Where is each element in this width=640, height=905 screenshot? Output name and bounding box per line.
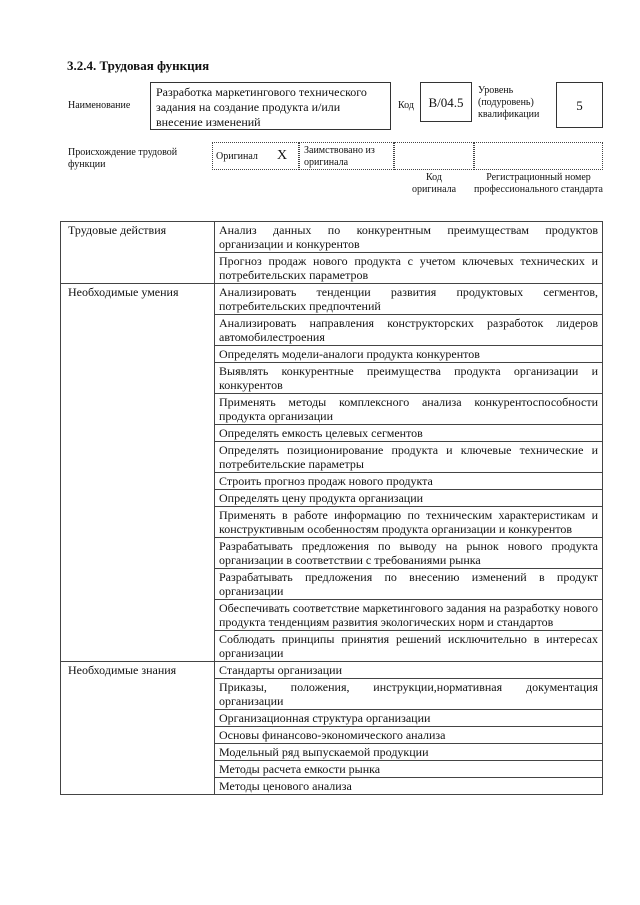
knowledge-item: Методы ценового анализа (215, 778, 603, 795)
code-value: B/04.5 (420, 82, 472, 122)
skills-item: Строить прогноз продаж нового продукта (215, 473, 603, 490)
function-table (60, 221, 603, 795)
skills-label: Необходимые умения (61, 284, 215, 662)
reg-number-label: Регистрационный номер профессионального стандарта (474, 172, 603, 195)
skills-item: Анализировать тенденции развития продуктовых сегментов, потребительских предпочтений (215, 284, 603, 315)
origin-label: Происхождение трудовой функции (68, 147, 178, 170)
labor-actions-item: Прогноз продаж нового продукта с учетом ключевых технических и потребительских параметров (215, 253, 603, 284)
original-mark: X (277, 148, 288, 163)
labor-actions-label: Трудовые действия (61, 222, 215, 284)
original-label: Оригинал (216, 151, 258, 162)
section-title: 3.2.4. Трудовая функция (67, 58, 210, 73)
knowledge-item: Организационная структура организации (215, 710, 603, 727)
level-value: 5 (556, 82, 603, 128)
code-original-label: Код оригинала (411, 172, 457, 195)
origin-cell-regnum (474, 142, 603, 170)
skills-item: Анализировать направления конструкторских разработок лидеров автомобилестроения (215, 315, 603, 346)
skills-item: Определять цену продукта организации (215, 490, 603, 507)
skills-item: Применять методы комплексного анализа конкурентоспособности продукта организации (215, 394, 603, 425)
knowledge-label: Необходимые знания (61, 662, 215, 795)
knowledge-item: Основы финансово-экономического анализа (215, 727, 603, 744)
level-label: Уровень (подуровень) квалификации (478, 85, 540, 120)
function-name-value: Разработка маркетингового технического задания на создание продукта и/или внесение изменений (150, 82, 391, 130)
table-row (61, 662, 603, 679)
origin-cell-code (394, 142, 474, 170)
knowledge-item: Методы расчета емкости рынка (215, 761, 603, 778)
skills-item: Соблюдать принципы принятия решений исключительно в интересах организации (215, 631, 603, 662)
skills-item: Обеспечивать соответствие маркетингового задания на разработку нового продукта тенденциям развития экологических норм и стандартов (215, 600, 603, 631)
knowledge-item: Приказы, положения, инструкции,нормативная документация организации (215, 679, 603, 710)
table-row (61, 222, 603, 253)
code-label: Код (398, 100, 414, 111)
skills-item: Применять в работе информацию по техническим характеристикам и конструктивным особенностям продукта организации и конкурентов (215, 507, 603, 538)
borrowed-label: Заимствовано из оригинала (304, 145, 375, 168)
skills-item: Определять модели-аналоги продукта конкурентов (215, 346, 603, 363)
skills-item: Выявлять конкурентные преимущества продукта организации и конкурентов (215, 363, 603, 394)
skills-item: Определять емкость целевых сегментов (215, 425, 603, 442)
labor-actions-item: Анализ данных по конкурентным преимуществам продуктов организации и конкурентов (215, 222, 603, 253)
name-label: Наименование (68, 100, 131, 111)
knowledge-item: Модельный ряд выпускаемой продукции (215, 744, 603, 761)
knowledge-item: Стандарты организации (215, 662, 603, 679)
skills-item: Определять позиционирование продукта и ключевые технические и потребительские параметры (215, 442, 603, 473)
skills-item: Разрабатывать предложения по выводу на рынок нового продукта организации в соответствии с требованиями рынка (215, 538, 603, 569)
skills-item: Разрабатывать предложения по внесению изменений в продукт организации (215, 569, 603, 600)
table-row (61, 284, 603, 315)
